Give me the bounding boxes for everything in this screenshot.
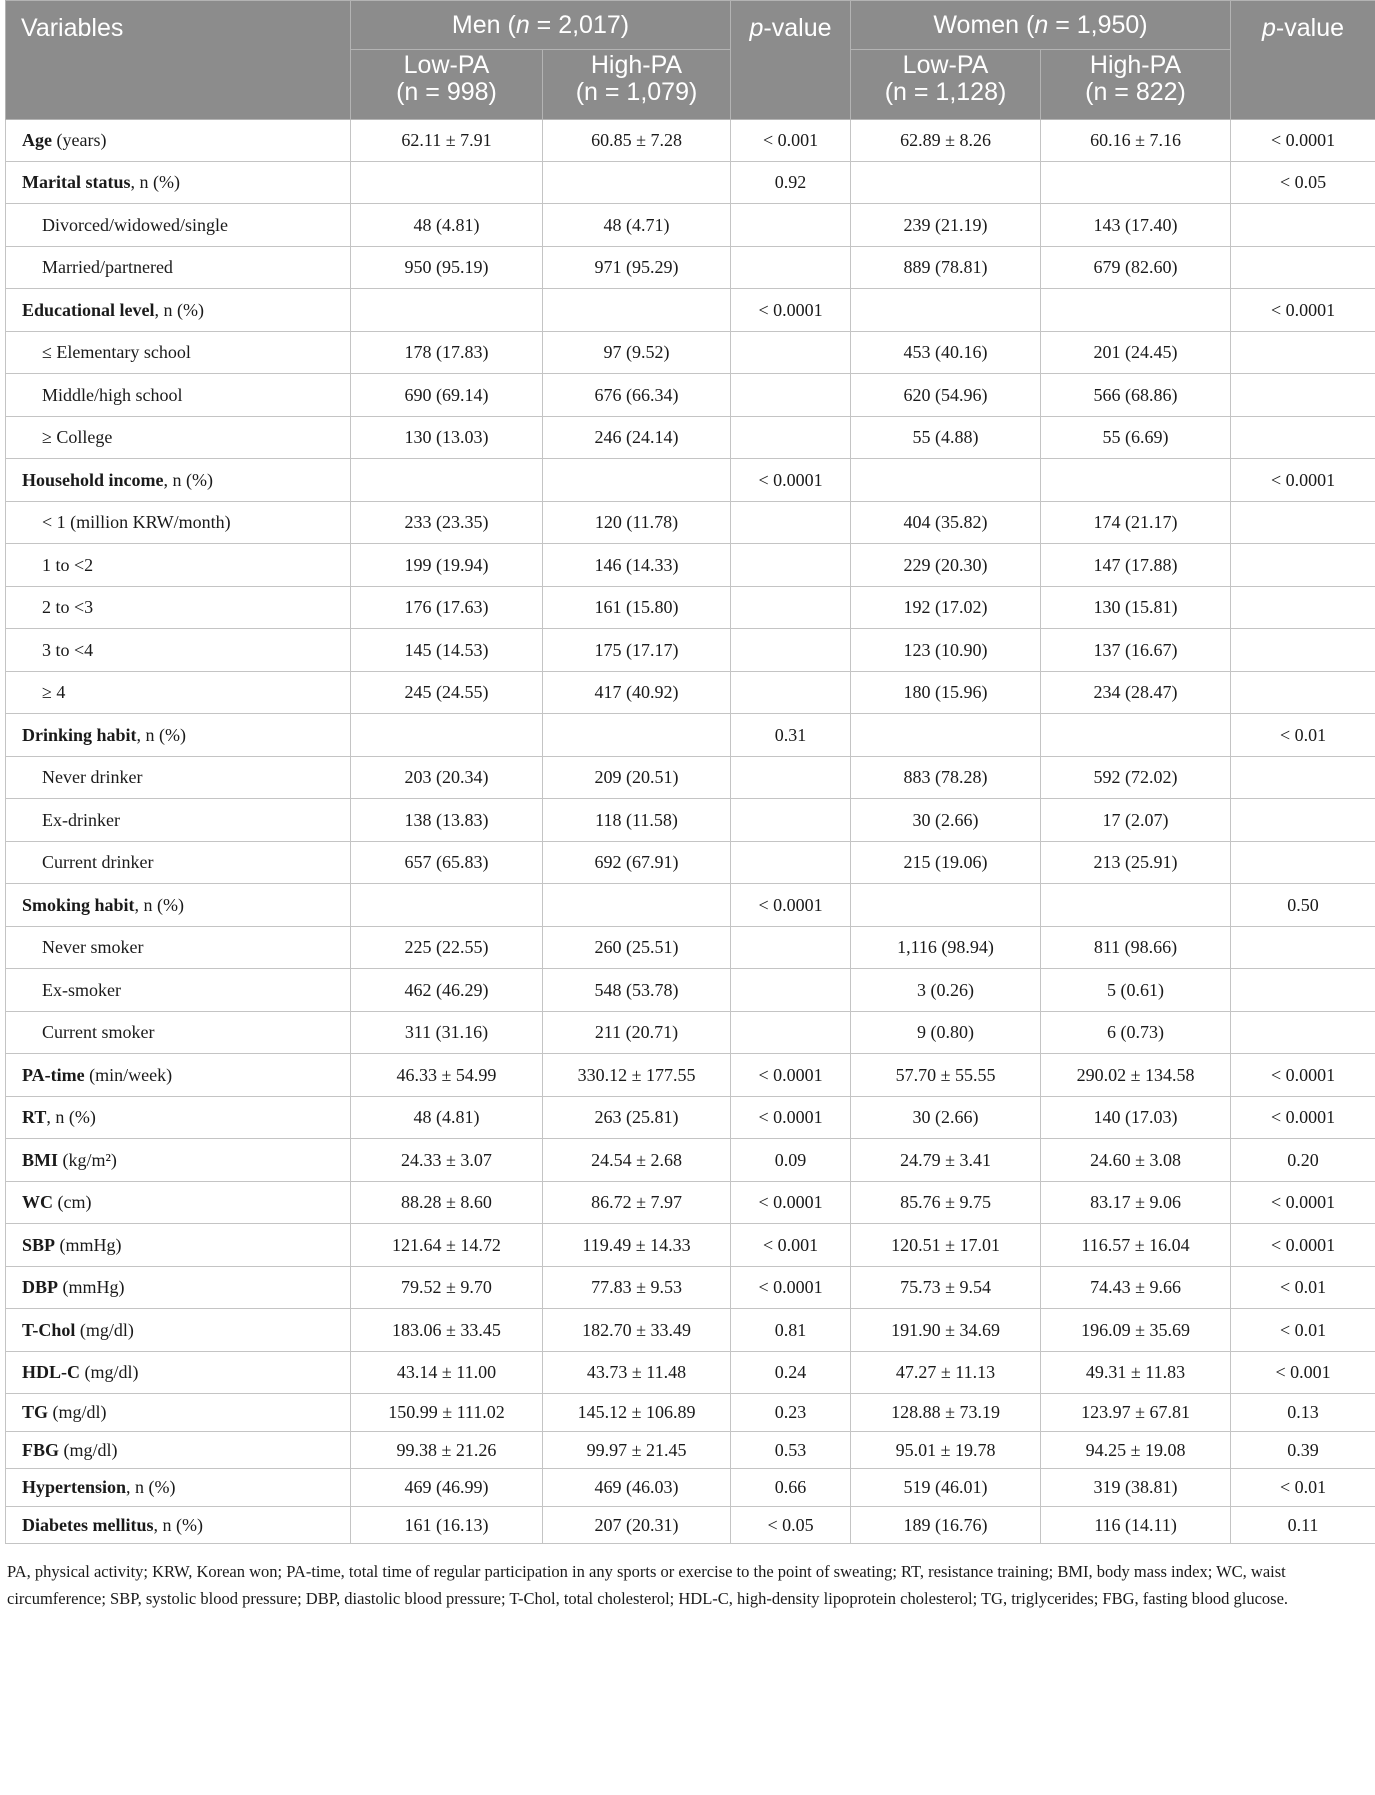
cell-women-low: 47.27 ± 11.13 <box>851 1352 1041 1394</box>
cell-men-p <box>731 757 851 799</box>
row-label: < 1 (million KRW/month) <box>6 502 351 544</box>
table-row <box>6 289 1375 332</box>
cell-women-p: < 0.01 <box>1231 714 1375 757</box>
cell-men-p <box>731 969 851 1012</box>
cell-men-low: 469 (46.99) <box>351 1469 543 1507</box>
cell-women-p: < 0.0001 <box>1231 1097 1375 1139</box>
cell-men-high: 77.83 ± 9.53 <box>543 1267 731 1309</box>
row-label: DBP (mmHg) <box>6 1267 351 1309</box>
cell-women-high: 201 (24.45) <box>1041 332 1231 374</box>
cell-women-high: 116 (14.11) <box>1041 1507 1231 1544</box>
row-label: Age (years) <box>6 120 351 162</box>
cell-women-p: < 0.01 <box>1231 1469 1375 1507</box>
cell-women-p <box>1231 374 1375 417</box>
cell-men-low: 462 (46.29) <box>351 969 543 1012</box>
cell-women-high: 811 (98.66) <box>1041 927 1231 969</box>
cell-men-low <box>351 459 543 502</box>
cell-men-low: 46.33 ± 54.99 <box>351 1054 543 1097</box>
cell-women-p <box>1231 927 1375 969</box>
cell-women-low: 239 (21.19) <box>851 204 1041 247</box>
women-high-pa-header: High-PA (n = 822) <box>1041 50 1231 120</box>
row-label: ≤ Elementary school <box>6 332 351 374</box>
cell-men-low: 48 (4.81) <box>351 1097 543 1139</box>
row-label: WC (cm) <box>6 1182 351 1224</box>
cell-women-high: 116.57 ± 16.04 <box>1041 1224 1231 1267</box>
cell-men-high: 146 (14.33) <box>543 544 731 587</box>
cell-women-p: 0.39 <box>1231 1432 1375 1469</box>
cell-men-high: 48 (4.71) <box>543 204 731 247</box>
cell-men-low: 130 (13.03) <box>351 417 543 459</box>
cell-women-p <box>1231 502 1375 544</box>
cell-men-high: 971 (95.29) <box>543 247 731 289</box>
cell-women-high: 94.25 ± 19.08 <box>1041 1432 1231 1469</box>
cell-women-high: 49.31 ± 11.83 <box>1041 1352 1231 1394</box>
cell-men-p: < 0.0001 <box>731 1182 851 1224</box>
cell-women-low: 620 (54.96) <box>851 374 1041 417</box>
table-row <box>6 1054 1375 1097</box>
cell-men-p: 0.81 <box>731 1309 851 1352</box>
variables-header: Variables <box>6 1 351 120</box>
cell-men-p: 0.31 <box>731 714 851 757</box>
cell-women-high: 123.97 ± 67.81 <box>1041 1394 1231 1432</box>
cell-women-high <box>1041 714 1231 757</box>
table-row <box>6 1267 1375 1309</box>
cell-women-low: 192 (17.02) <box>851 587 1041 629</box>
row-label: 2 to <3 <box>6 587 351 629</box>
table-body <box>6 120 1375 1544</box>
cell-men-high: 211 (20.71) <box>543 1012 731 1054</box>
cell-women-low <box>851 714 1041 757</box>
cell-men-high: 120 (11.78) <box>543 502 731 544</box>
cell-women-p: < 0.0001 <box>1231 289 1375 332</box>
cell-women-p <box>1231 969 1375 1012</box>
cell-men-high <box>543 162 731 204</box>
cell-men-p <box>731 927 851 969</box>
row-label: Middle/high school <box>6 374 351 417</box>
cell-men-p: < 0.0001 <box>731 884 851 927</box>
cell-men-high <box>543 289 731 332</box>
cell-men-p <box>731 204 851 247</box>
cell-men-p: < 0.0001 <box>731 289 851 332</box>
table-row <box>6 459 1375 502</box>
cell-men-low: 48 (4.81) <box>351 204 543 247</box>
cell-women-high: 174 (21.17) <box>1041 502 1231 544</box>
men-group-header: Men (n = 2,017) <box>351 1 731 50</box>
cell-men-high: 145.12 ± 106.89 <box>543 1394 731 1432</box>
cell-men-low <box>351 714 543 757</box>
cell-men-p: < 0.001 <box>731 120 851 162</box>
cell-men-high: 175 (17.17) <box>543 629 731 672</box>
cell-women-p: 0.13 <box>1231 1394 1375 1432</box>
cell-men-p: < 0.0001 <box>731 1097 851 1139</box>
cell-women-low: 9 (0.80) <box>851 1012 1041 1054</box>
cell-men-p: 0.66 <box>731 1469 851 1507</box>
cell-women-p <box>1231 587 1375 629</box>
cell-women-low <box>851 162 1041 204</box>
row-label: ≥ 4 <box>6 672 351 714</box>
cell-women-high: 213 (25.91) <box>1041 842 1231 884</box>
men-pvalue-header: p-value <box>731 1 851 120</box>
cell-men-low: 233 (23.35) <box>351 502 543 544</box>
cell-women-p <box>1231 1012 1375 1054</box>
row-label: Smoking habit, n (%) <box>6 884 351 927</box>
cell-women-high <box>1041 289 1231 332</box>
cell-men-low: 178 (17.83) <box>351 332 543 374</box>
cell-men-high: 260 (25.51) <box>543 927 731 969</box>
cell-women-p <box>1231 672 1375 714</box>
cell-men-high: 692 (67.91) <box>543 842 731 884</box>
cell-men-high: 99.97 ± 21.45 <box>543 1432 731 1469</box>
cell-women-p: < 0.01 <box>1231 1309 1375 1352</box>
cell-women-low: 180 (15.96) <box>851 672 1041 714</box>
cell-women-p: 0.20 <box>1231 1139 1375 1182</box>
men-low-pa-header: Low-PA (n = 998) <box>351 50 543 120</box>
cell-men-p <box>731 1012 851 1054</box>
cell-women-low: 519 (46.01) <box>851 1469 1041 1507</box>
cell-men-low: 99.38 ± 21.26 <box>351 1432 543 1469</box>
row-label: Diabetes mellitus, n (%) <box>6 1507 351 1544</box>
table-row <box>6 1139 1375 1182</box>
cell-men-low <box>351 884 543 927</box>
cell-women-high <box>1041 162 1231 204</box>
cell-women-low <box>851 884 1041 927</box>
cell-women-p: < 0.0001 <box>1231 459 1375 502</box>
cell-women-high: 83.17 ± 9.06 <box>1041 1182 1231 1224</box>
cell-men-high: 182.70 ± 33.49 <box>543 1309 731 1352</box>
cell-women-high: 679 (82.60) <box>1041 247 1231 289</box>
cell-women-low: 191.90 ± 34.69 <box>851 1309 1041 1352</box>
cell-men-low: 24.33 ± 3.07 <box>351 1139 543 1182</box>
row-label: TG (mg/dl) <box>6 1394 351 1432</box>
cell-men-high: 246 (24.14) <box>543 417 731 459</box>
cell-women-p <box>1231 204 1375 247</box>
cell-men-high <box>543 884 731 927</box>
cell-men-low: 161 (16.13) <box>351 1507 543 1544</box>
cell-women-high: 234 (28.47) <box>1041 672 1231 714</box>
cell-men-low: 121.64 ± 14.72 <box>351 1224 543 1267</box>
cell-men-low: 183.06 ± 33.45 <box>351 1309 543 1352</box>
cell-men-p <box>731 629 851 672</box>
cell-men-high: 676 (66.34) <box>543 374 731 417</box>
women-group-header: Women (n = 1,950) <box>851 1 1231 50</box>
cell-women-low: 85.76 ± 9.75 <box>851 1182 1041 1224</box>
table-row <box>6 629 1375 672</box>
table-row <box>6 332 1375 374</box>
cell-men-p <box>731 332 851 374</box>
cell-men-high: 209 (20.51) <box>543 757 731 799</box>
cell-men-high <box>543 714 731 757</box>
cell-men-low: 203 (20.34) <box>351 757 543 799</box>
cell-women-p: < 0.0001 <box>1231 1054 1375 1097</box>
table-row <box>6 1352 1375 1394</box>
cell-men-high: 60.85 ± 7.28 <box>543 120 731 162</box>
cell-men-low: 950 (95.19) <box>351 247 543 289</box>
cell-men-high: 548 (53.78) <box>543 969 731 1012</box>
cell-women-high: 137 (16.67) <box>1041 629 1231 672</box>
cell-men-high: 118 (11.58) <box>543 799 731 842</box>
cell-women-p <box>1231 757 1375 799</box>
cell-women-p: 0.11 <box>1231 1507 1375 1544</box>
cell-women-high: 147 (17.88) <box>1041 544 1231 587</box>
cell-women-low: 883 (78.28) <box>851 757 1041 799</box>
table-row <box>6 927 1375 969</box>
row-label: SBP (mmHg) <box>6 1224 351 1267</box>
cell-women-p <box>1231 247 1375 289</box>
row-label: Current smoker <box>6 1012 351 1054</box>
row-label: Household income, n (%) <box>6 459 351 502</box>
cell-women-p <box>1231 417 1375 459</box>
cell-women-high: 17 (2.07) <box>1041 799 1231 842</box>
table-row <box>6 587 1375 629</box>
row-label: Educational level, n (%) <box>6 289 351 332</box>
row-label: T-Chol (mg/dl) <box>6 1309 351 1352</box>
table-row <box>6 842 1375 884</box>
cell-women-p <box>1231 544 1375 587</box>
cell-men-p: < 0.0001 <box>731 459 851 502</box>
cell-women-low: 404 (35.82) <box>851 502 1041 544</box>
cell-women-p: < 0.0001 <box>1231 1224 1375 1267</box>
table-row <box>6 799 1375 842</box>
cell-men-low: 225 (22.55) <box>351 927 543 969</box>
cell-men-low: 150.99 ± 111.02 <box>351 1394 543 1432</box>
cell-men-low <box>351 162 543 204</box>
table-row <box>6 1182 1375 1224</box>
row-label: Never smoker <box>6 927 351 969</box>
cell-men-p: 0.24 <box>731 1352 851 1394</box>
table-row <box>6 1224 1375 1267</box>
cell-men-p <box>731 799 851 842</box>
cell-men-low: 43.14 ± 11.00 <box>351 1352 543 1394</box>
cell-women-low: 62.89 ± 8.26 <box>851 120 1041 162</box>
table-row <box>6 162 1375 204</box>
table-row <box>6 1097 1375 1139</box>
cell-men-high: 119.49 ± 14.33 <box>543 1224 731 1267</box>
table-row <box>6 1309 1375 1352</box>
cell-women-p: < 0.01 <box>1231 1267 1375 1309</box>
cell-women-low <box>851 289 1041 332</box>
cell-women-low: 889 (78.81) <box>851 247 1041 289</box>
cell-men-high: 24.54 ± 2.68 <box>543 1139 731 1182</box>
women-pvalue-header: p-value <box>1231 1 1375 120</box>
cell-men-high: 263 (25.81) <box>543 1097 731 1139</box>
row-label: PA-time (min/week) <box>6 1054 351 1097</box>
cell-women-high <box>1041 459 1231 502</box>
cell-men-low: 245 (24.55) <box>351 672 543 714</box>
cell-men-p: < 0.0001 <box>731 1267 851 1309</box>
table-row <box>6 204 1375 247</box>
cell-women-high: 74.43 ± 9.66 <box>1041 1267 1231 1309</box>
women-low-pa-header: Low-PA (n = 1,128) <box>851 50 1041 120</box>
row-label: Hypertension, n (%) <box>6 1469 351 1507</box>
cell-men-high: 417 (40.92) <box>543 672 731 714</box>
cell-men-p: 0.92 <box>731 162 851 204</box>
row-label: HDL-C (mg/dl) <box>6 1352 351 1394</box>
table-row <box>6 969 1375 1012</box>
cell-women-high: 592 (72.02) <box>1041 757 1231 799</box>
cell-men-high <box>543 459 731 502</box>
cell-men-p: < 0.0001 <box>731 1054 851 1097</box>
row-label: Divorced/widowed/single <box>6 204 351 247</box>
cell-women-p <box>1231 629 1375 672</box>
cell-women-low: 128.88 ± 73.19 <box>851 1394 1041 1432</box>
cell-men-p <box>731 672 851 714</box>
cell-men-high: 469 (46.03) <box>543 1469 731 1507</box>
table-footnote: PA, physical activity; KRW, Korean won; PA-time, total time of regular participation in any sports or exercise to the point of sweating; RT, resistance training; BMI, body mass index; WC, waist circumference; SBP, systolic blood pressure; DBP, diastolic blood pressure; T-Chol, total cholesterol; HDL-C, high-density lipoprotein cholesterol; TG, triglycerides; FBG, fasting blood glucose. <box>7 1562 1289 1608</box>
row-label: Marital status, n (%) <box>6 162 351 204</box>
cell-men-high: 330.12 ± 177.55 <box>543 1054 731 1097</box>
table-row <box>6 417 1375 459</box>
cell-men-high: 86.72 ± 7.97 <box>543 1182 731 1224</box>
cell-men-low: 138 (13.83) <box>351 799 543 842</box>
cell-men-p <box>731 417 851 459</box>
table-row <box>6 884 1375 927</box>
cell-men-p <box>731 247 851 289</box>
cell-women-high: 290.02 ± 134.58 <box>1041 1054 1231 1097</box>
table-row <box>6 757 1375 799</box>
table-row <box>6 1012 1375 1054</box>
cell-women-high: 5 (0.61) <box>1041 969 1231 1012</box>
row-label: Drinking habit, n (%) <box>6 714 351 757</box>
cell-men-low: 62.11 ± 7.91 <box>351 120 543 162</box>
cell-women-p <box>1231 332 1375 374</box>
cell-men-low: 199 (19.94) <box>351 544 543 587</box>
cell-women-p: < 0.05 <box>1231 162 1375 204</box>
cell-men-high: 43.73 ± 11.48 <box>543 1352 731 1394</box>
table-row <box>6 672 1375 714</box>
cell-women-high: 130 (15.81) <box>1041 587 1231 629</box>
row-label: ≥ College <box>6 417 351 459</box>
table-row <box>6 1432 1375 1469</box>
cell-women-low: 215 (19.06) <box>851 842 1041 884</box>
row-label: Ex-smoker <box>6 969 351 1012</box>
cell-women-p <box>1231 842 1375 884</box>
characteristics-table <box>5 0 1375 1544</box>
cell-women-high: 196.09 ± 35.69 <box>1041 1309 1231 1352</box>
row-label: BMI (kg/m²) <box>6 1139 351 1182</box>
table-row <box>6 247 1375 289</box>
cell-men-p <box>731 374 851 417</box>
cell-women-low <box>851 459 1041 502</box>
cell-men-low: 88.28 ± 8.60 <box>351 1182 543 1224</box>
cell-women-high: 140 (17.03) <box>1041 1097 1231 1139</box>
cell-men-low <box>351 289 543 332</box>
men-high-pa-header: High-PA (n = 1,079) <box>543 50 731 120</box>
cell-women-p: < 0.0001 <box>1231 120 1375 162</box>
cell-men-p <box>731 502 851 544</box>
cell-women-high: 143 (17.40) <box>1041 204 1231 247</box>
cell-men-low: 79.52 ± 9.70 <box>351 1267 543 1309</box>
table-row <box>6 714 1375 757</box>
cell-men-p <box>731 587 851 629</box>
cell-women-high <box>1041 884 1231 927</box>
cell-women-low: 55 (4.88) <box>851 417 1041 459</box>
cell-women-p: < 0.0001 <box>1231 1182 1375 1224</box>
cell-women-low: 24.79 ± 3.41 <box>851 1139 1041 1182</box>
row-label: Ex-drinker <box>6 799 351 842</box>
cell-women-low: 30 (2.66) <box>851 799 1041 842</box>
cell-women-high: 319 (38.81) <box>1041 1469 1231 1507</box>
row-label: 3 to <4 <box>6 629 351 672</box>
cell-women-low: 30 (2.66) <box>851 1097 1041 1139</box>
cell-women-low: 95.01 ± 19.78 <box>851 1432 1041 1469</box>
cell-women-low: 75.73 ± 9.54 <box>851 1267 1041 1309</box>
cell-women-low: 3 (0.26) <box>851 969 1041 1012</box>
cell-women-low: 189 (16.76) <box>851 1507 1041 1544</box>
cell-women-low: 229 (20.30) <box>851 544 1041 587</box>
cell-women-p <box>1231 799 1375 842</box>
cell-men-p: < 0.05 <box>731 1507 851 1544</box>
cell-men-low: 657 (65.83) <box>351 842 543 884</box>
cell-men-p <box>731 842 851 884</box>
cell-women-high: 6 (0.73) <box>1041 1012 1231 1054</box>
cell-women-high: 55 (6.69) <box>1041 417 1231 459</box>
cell-women-high: 24.60 ± 3.08 <box>1041 1139 1231 1182</box>
table-row <box>6 374 1375 417</box>
cell-men-high: 97 (9.52) <box>543 332 731 374</box>
cell-men-low: 176 (17.63) <box>351 587 543 629</box>
cell-women-low: 123 (10.90) <box>851 629 1041 672</box>
cell-women-p: < 0.001 <box>1231 1352 1375 1394</box>
row-label: Never drinker <box>6 757 351 799</box>
table-row <box>6 1507 1375 1544</box>
cell-men-p: 0.53 <box>731 1432 851 1469</box>
cell-men-high: 161 (15.80) <box>543 587 731 629</box>
cell-women-low: 453 (40.16) <box>851 332 1041 374</box>
cell-women-low: 1,116 (98.94) <box>851 927 1041 969</box>
table-row <box>6 544 1375 587</box>
cell-men-low: 690 (69.14) <box>351 374 543 417</box>
cell-men-p: 0.23 <box>731 1394 851 1432</box>
cell-men-low: 145 (14.53) <box>351 629 543 672</box>
row-label: Married/partnered <box>6 247 351 289</box>
row-label: 1 to <2 <box>6 544 351 587</box>
table-row <box>6 502 1375 544</box>
table-row <box>6 1394 1375 1432</box>
cell-men-p <box>731 544 851 587</box>
cell-women-high: 60.16 ± 7.16 <box>1041 120 1231 162</box>
table-row <box>6 1469 1375 1507</box>
row-label: RT, n (%) <box>6 1097 351 1139</box>
cell-women-high: 566 (68.86) <box>1041 374 1231 417</box>
cell-women-low: 120.51 ± 17.01 <box>851 1224 1041 1267</box>
cell-women-p: 0.50 <box>1231 884 1375 927</box>
cell-women-low: 57.70 ± 55.55 <box>851 1054 1041 1097</box>
row-label: Current drinker <box>6 842 351 884</box>
cell-men-p: 0.09 <box>731 1139 851 1182</box>
cell-men-high: 207 (20.31) <box>543 1507 731 1544</box>
row-label: FBG (mg/dl) <box>6 1432 351 1469</box>
cell-men-p: < 0.001 <box>731 1224 851 1267</box>
table-row <box>6 120 1375 162</box>
cell-men-low: 311 (31.16) <box>351 1012 543 1054</box>
